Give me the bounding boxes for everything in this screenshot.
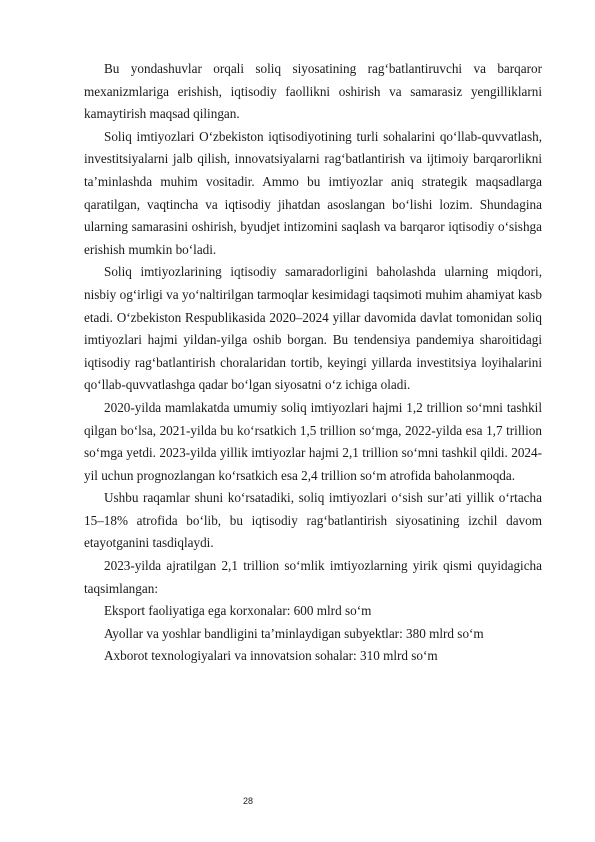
paragraph: Bu yondashuvlar orqali soliq siyosatining rag‘batlantiruvchi va barqaror mexanizmlariga erishish, iqtisodiy faollikni oshirish va samarasiz yengilliklarni kamaytirish maqsad qilingan. xyxy=(84,61,542,122)
paragraph: 2023-yilda ajratilgan 2,1 trillion so‘mlik imtiyozlarning yirik qismi quyidagicha taqsimlangan: xyxy=(84,558,542,596)
paragraph: Soliq imtiyozlari O‘zbekiston iqtisodiyotining turli sohalarini qo‘llab-quvvatlash, investitsiyalarni jalb qilish, innovatsiyalarni rag‘batlantirish va ijtimoiy barqarorlikni ta’minlashda muhim vositadir. Ammo bu imtiyozlar aniq strategik maqsadlarga qaratilgan, vaqtincha va iqtisodiy jihatdan asoslangan bo‘lishi lozim. Shundagina ularning samarasini oshirish, byudjet intizomini saqlash va barqaror iqtisodiy o‘sishga erishish mumkin bo‘ladi. xyxy=(84,128,542,257)
list-item: Axborot texnologiyalari va innovatsion sohalar: 310 mlrd so‘m xyxy=(104,648,438,664)
document-body xyxy=(84,58,542,668)
page-number: 28 xyxy=(243,796,254,806)
paragraph: Ushbu raqamlar shuni ko‘rsatadiki, soliq imtiyozlari o‘sish sur’ati yillik o‘rtacha 15–18% atrofida bo‘lib, bu iqtisodiy rag‘batlantirish siyosatining izchil davom etayotganini tasdiqlaydi. xyxy=(84,490,542,551)
paragraph: Soliq imtiyozlarining iqtisodiy samaradorligini baholashda ularning miqdori, nisbiy og‘irligi va yo‘naltirilgan tarmoqlar kesimidagi taqsimoti muhim ahamiyat kasb etadi. O‘zbekiston Respublikasida 2020–2024 yillar davomida davlat tomonidan soliq imtiyozlari hajmi yildan-yilga oshib borgan. Bu tendensiya pandemiya sharoitidagi iqtisodiy rag‘batlantirish choralaridan tortib, keyingi yillarda investitsiya loyihalarini qo‘llab-quvvatlashga qadar bo‘lgan siyosatni o‘z ichiga oladi. xyxy=(84,264,542,393)
list-item: Eksport faoliyatiga ega korxonalar: 600 mlrd so‘m xyxy=(104,603,372,619)
paragraph: 2020-yilda mamlakatda umumiy soliq imtiyozlari hajmi 1,2 trillion so‘mni tashkil qilgan bo‘lsa, 2021-yilda bu ko‘rsatkich 1,5 trillion so‘mga, 2022-yilda esa 1,7 trillion so‘mga yetdi. 2023-yilda yillik imtiyozlar hajmi 2,1 trillion so‘mni tashkil qildi. 2024-yil uchun prognozlangan ko‘rsatkich esa 2,4 trillion so‘m atrofida baholanmoqda. xyxy=(84,399,542,483)
list-item: Ayollar va yoshlar bandligini ta’minlaydigan subyektlar: 380 mlrd so‘m xyxy=(104,625,484,641)
